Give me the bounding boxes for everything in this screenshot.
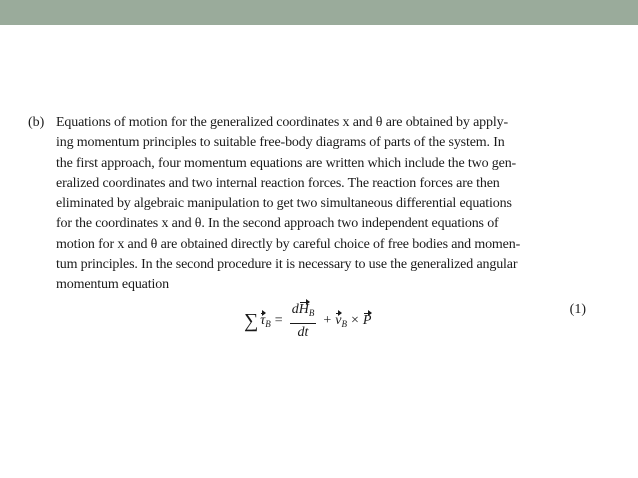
- numerator-d: d: [291, 301, 299, 317]
- fraction-numerator: [290, 302, 317, 324]
- equals-sign: =: [274, 312, 283, 328]
- paper-body: [28, 113, 586, 352]
- text-line: the first approach, four momentum equations are written which include the two gen-: [56, 155, 517, 171]
- velocity-subscript: B: [341, 318, 347, 329]
- text-line: for the coordinates x and θ. In the second approach two independent equations of: [56, 216, 499, 232]
- top-bar: [0, 0, 638, 25]
- velocity-symbol: v: [335, 312, 342, 328]
- text-line: tum principles. In the second procedure it is necessary to use the generalized angular: [56, 257, 518, 273]
- paragraph: [28, 113, 586, 296]
- angular-momentum-symbol: H: [298, 301, 309, 317]
- text-line: ing momentum principles to suitable free-body diagrams of parts of the system. In: [56, 135, 505, 151]
- paragraph-text: [56, 113, 583, 296]
- summation-icon: ∑: [244, 309, 259, 332]
- cross-product-sign: ×: [350, 312, 359, 328]
- text-line: momentum equation: [56, 277, 169, 293]
- equation-number: (1): [569, 301, 586, 317]
- torque-symbol: τ: [260, 312, 266, 328]
- plus-sign: +: [323, 312, 332, 328]
- angular-momentum-subscript: B: [308, 307, 315, 318]
- equation-row: [28, 302, 586, 352]
- equation: [244, 302, 371, 340]
- derivative-fraction: [290, 302, 317, 340]
- text-line: eliminated by algebraic manipulation to get two simultaneous differential equations: [56, 196, 512, 212]
- text-line: eralized coordinates and two internal reaction forces. The reaction forces are then: [56, 175, 500, 191]
- text-line: motion for x and θ are obtained directly by careful choice of free bodies and momen-: [56, 236, 521, 252]
- velocity-term: [335, 313, 347, 329]
- momentum-symbol: P: [362, 312, 372, 328]
- fraction-denominator: dt: [297, 324, 309, 340]
- torque-term: [260, 313, 271, 329]
- torque-subscript: B: [265, 318, 271, 329]
- paragraph-label: (b): [28, 115, 45, 130]
- text-line: Equations of motion for the generalized coordinates x and θ are obtained by apply-: [56, 115, 508, 130]
